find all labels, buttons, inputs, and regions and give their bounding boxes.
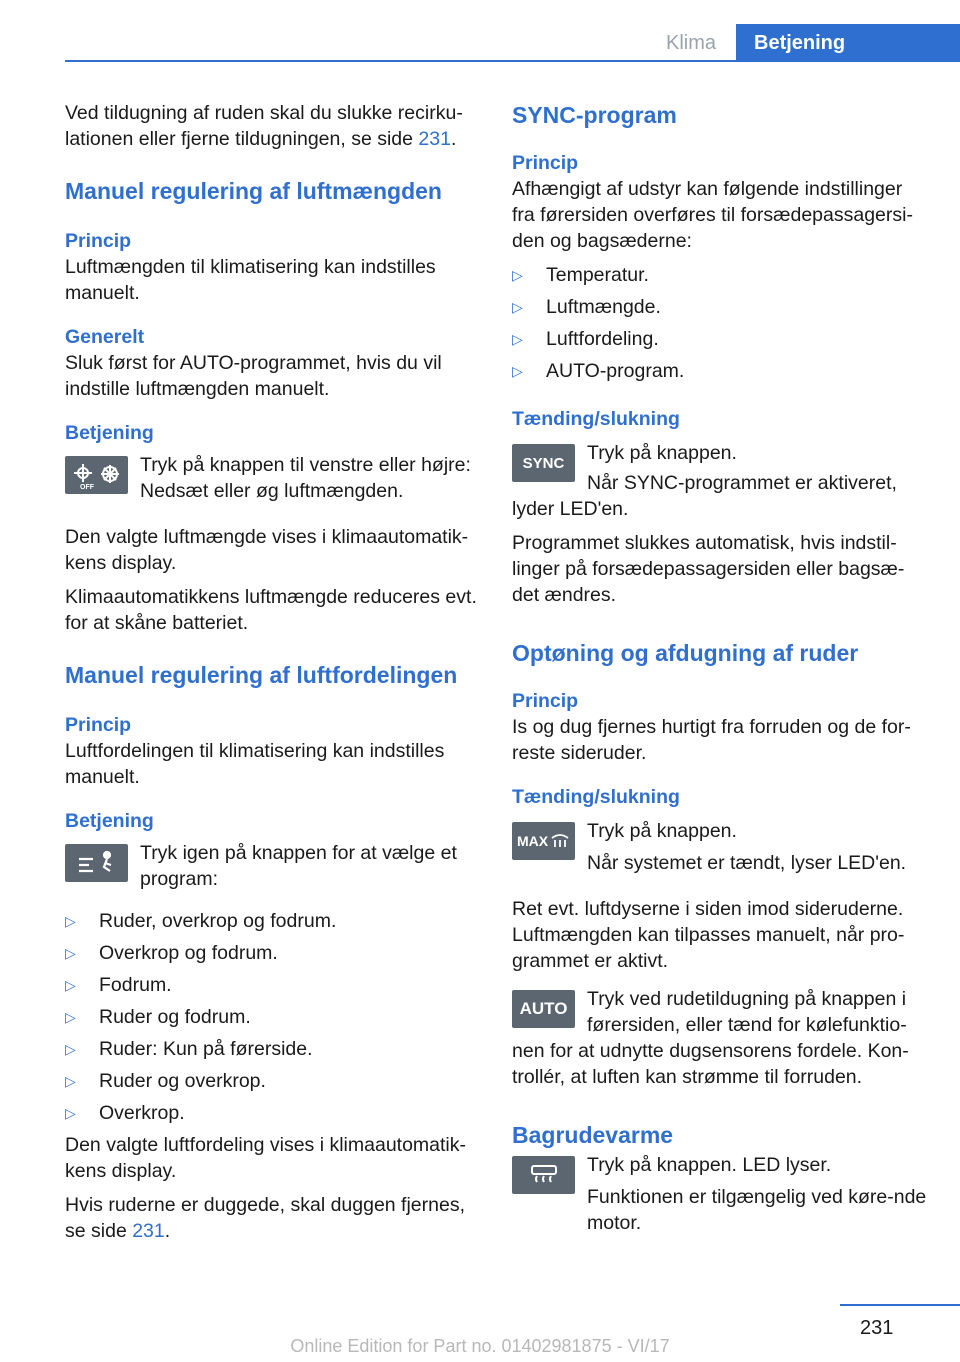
subheading-betjening-dist: Betjening [65, 810, 154, 832]
list-item: ▷ Overkrop og fodrum. [65, 942, 278, 964]
auto-button-text: Tryk ved rudetildugning på knappen i førersiden, eller tænd for kølefunktio-nen for at udnytte dugsensorens fordele. Kon-trollér, at luften kan strømme til forruden. [512, 988, 909, 1088]
fan-off-icon [65, 456, 128, 494]
sync-button-text1: Tryk på knappen. [587, 442, 737, 464]
max-button-text1: Tryk på knappen. [587, 820, 737, 842]
list-item: ▷ AUTO-program. [512, 360, 685, 382]
bullet-triangle-icon: ▷ [65, 945, 76, 961]
edition-watermark: Online Edition for Part no. 01402981875 - VI/17 [290, 1336, 670, 1356]
page-number: 231 [860, 1317, 894, 1339]
max-button-text2: Når systemet er tændt, lyser LED'en. [587, 852, 907, 874]
max-defrost-icon: MAX [512, 822, 575, 860]
dist-display-text: Den valgte luftfordeling vises i klimaautomatik-kens display. [65, 1134, 467, 1182]
bullet-triangle-icon: ▷ [65, 977, 76, 993]
bullet-triangle-icon: ▷ [65, 1009, 76, 1025]
right-column [512, 100, 927, 1236]
fog-paragraph: Hvis ruderne er duggede, skal duggen fjernes, se side 231. [65, 1194, 465, 1242]
footer-rule [840, 1304, 960, 1306]
bullet-triangle-icon: ▷ [512, 299, 523, 315]
heading-air-volume: Manuel regulering af luftmængden [65, 178, 442, 204]
air-reduce-text: Klimaautomatikkens luftmængde reduceres evt. for at skåne batteriet. [65, 586, 477, 634]
list-item: ▷ Ruder: Kun på førerside. [65, 1038, 313, 1060]
header-rule [65, 60, 960, 62]
defrost-princip-text: Is og dug fjernes hurtigt fra forruden og de for-reste sideruder. [512, 716, 911, 764]
air-generelt-text: Sluk først for AUTO-programmet, hvis du vil indstille luftmængden manuelt. [65, 352, 442, 400]
air-distribution-icon [65, 844, 128, 882]
list-item: ▷ Luftmængde. [512, 296, 661, 318]
air-display-text: Den valgte luftmængde vises i klimaautomatik-kens display. [65, 526, 469, 574]
subheading-princip-defrost: Princip [512, 690, 579, 712]
auto-button-icon: AUTO [512, 990, 575, 1028]
list-item: ▷ Ruder og fodrum. [65, 1006, 251, 1028]
sync-button-row [512, 440, 927, 500]
air-princip-text: Luftmængden til klimatisering kan indstilles manuelt. [65, 256, 436, 304]
list-item: ▷ Luftfordeling. [512, 328, 659, 350]
page-link[interactable]: 231 [418, 128, 451, 150]
subheading-princip: Princip [65, 230, 132, 252]
bullet-triangle-icon: ▷ [65, 1041, 76, 1057]
bullet-triangle-icon: ▷ [512, 331, 523, 347]
sync-button-icon: SYNC [512, 444, 575, 482]
sync-off-text: Programmet slukkes automatisk, hvis indstil-linger på forsædepassagersiden eller bagsæ-det ændres. [512, 532, 905, 606]
page-link[interactable]: 231 [132, 1220, 165, 1242]
rear-button-row [512, 1152, 927, 1236]
subheading-generelt: Generelt [65, 326, 145, 348]
sync-princip-text: Afhængigt af udstyr kan følgende indstillinger fra førersiden overføres til forsædepassagersi-den og bagsæderne: [512, 178, 913, 252]
program-list [65, 908, 480, 1132]
subheading-princip-sync: Princip [512, 152, 579, 174]
intro-paragraph: Ved tildugning af ruden skal du slukke recirku-lationen eller fjerne tildugningen, se side 231. [65, 102, 463, 150]
left-column [65, 100, 480, 1244]
distribution-button-text: Tryk igen på knappen for at vælge et program: [140, 842, 457, 890]
header-section: Klima [665, 32, 716, 54]
list-item: ▷ Overkrop. [65, 1102, 185, 1124]
sync-led-text: Når SYNC-programmet er aktiveret, lyder LED'en. [512, 472, 897, 520]
auto-button-row [512, 986, 927, 1090]
defrost-nozzles-text: Ret evt. luftdyserne i siden imod sideruderne. Luftmængden kan tilpasses manuelt, når pro-grammet er aktivt. [512, 898, 905, 972]
subheading-princip-dist: Princip [65, 714, 132, 736]
heading-air-distribution: Manuel regulering af luftfordelingen [65, 662, 458, 688]
subheading-onoff-sync: Tænding/slukning [512, 408, 680, 430]
subheading-onoff-defrost: Tænding/slukning [512, 786, 680, 808]
max-button-row [512, 818, 927, 890]
distribution-button-row [65, 840, 480, 900]
bullet-triangle-icon: ▷ [65, 1105, 76, 1121]
rear-window-heating-icon [512, 1156, 575, 1194]
fan-button-row [65, 452, 480, 512]
heading-defrost: Optøning og afdugning af ruder [512, 640, 859, 666]
heading-sync: SYNC-program [512, 102, 677, 128]
list-item: ▷ Temperatur. [512, 264, 649, 286]
svg-text:OFF: OFF [79, 484, 94, 490]
rear-button-text2: Funktionen er tilgængelig ved køre-nde motor. [587, 1186, 927, 1234]
bullet-triangle-icon: ▷ [512, 363, 523, 379]
bullet-triangle-icon: ▷ [65, 1073, 76, 1089]
rear-button-text1: Tryk på knappen. LED lyser. [587, 1154, 832, 1176]
list-item: ▷ Fodrum. [65, 974, 172, 996]
fan-button-text: Tryk på knappen til venstre eller højre: Nedsæt eller øg luftmængden. [140, 454, 471, 502]
subheading-betjening: Betjening [65, 422, 154, 444]
dist-princip-text: Luftfordelingen til klimatisering kan indstilles manuelt. [65, 740, 445, 788]
bullet-triangle-icon: ▷ [512, 267, 523, 283]
heading-rear-window: Bagrudevarme [512, 1122, 674, 1148]
list-item: ▷ Ruder, overkrop og fodrum. [65, 910, 337, 932]
header-tab-betjening: Betjening [736, 24, 960, 62]
sync-list [512, 262, 927, 390]
bullet-triangle-icon: ▷ [65, 913, 76, 929]
list-item: ▷ Ruder og overkrop. [65, 1070, 266, 1092]
